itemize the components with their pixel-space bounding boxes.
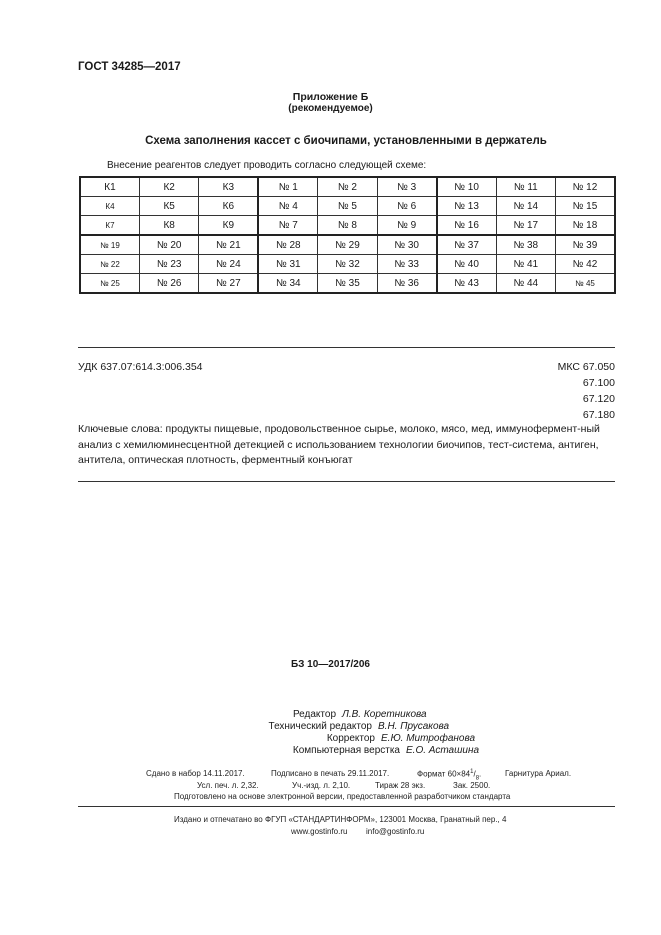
- section-divider: [78, 347, 615, 348]
- table-cell: № 44: [496, 274, 555, 294]
- print-prepared: Подготовлено на основе электронной версии, предоставленной разработчиком стандарта: [174, 792, 511, 801]
- table-cell: № 6: [377, 197, 436, 216]
- table-cell: № 30: [377, 235, 436, 255]
- print-date-signed: Подписано в печать 29.11.2017.: [271, 769, 390, 778]
- table-cell: № 21: [199, 235, 258, 255]
- table-row: [80, 235, 615, 255]
- table-row: [80, 177, 615, 197]
- print-edit-sheets: Уч.-изд. л. 2,10.: [292, 781, 351, 790]
- table-cell: № 32: [318, 255, 377, 274]
- table-cell: № 22: [80, 255, 139, 274]
- credit-role: Технический редактор: [268, 721, 372, 732]
- table-cell: № 2: [318, 177, 377, 197]
- bz-code: БЗ 10—2017/206: [291, 659, 370, 670]
- table-cell: № 38: [496, 235, 555, 255]
- table-cell: К9: [199, 216, 258, 236]
- scheme-title: Схема заполнения кассет с биочипами, установленными в держатель: [145, 135, 547, 147]
- table-cell: № 28: [258, 235, 317, 255]
- appendix-title: Приложение Б: [292, 91, 369, 103]
- credit-name: Л.В. Коретникова: [342, 709, 427, 720]
- table-row: [80, 216, 615, 236]
- table-cell: № 13: [437, 197, 496, 216]
- table-cell: № 37: [437, 235, 496, 255]
- table-cell: № 8: [318, 216, 377, 236]
- publisher-email: info@gostinfo.ru: [366, 827, 425, 836]
- table-cell: № 5: [318, 197, 377, 216]
- credit-name: В.Н. Прусакова: [378, 721, 450, 732]
- table-cell: № 7: [258, 216, 317, 236]
- table-cell: № 1: [258, 177, 317, 197]
- print-font: Гарнитура Ариал.: [505, 769, 572, 778]
- table-cell: К3: [199, 177, 258, 197]
- print-format-sub: 8: [475, 775, 480, 782]
- table-cell: № 31: [258, 255, 317, 274]
- table-row: [80, 274, 615, 294]
- table-cell: № 12: [556, 177, 616, 197]
- table-cell: № 18: [556, 216, 616, 236]
- table-cell: № 36: [377, 274, 436, 294]
- print-format: Формат $60\times 84^1/_8$.: [417, 769, 482, 782]
- table-cell: К1: [80, 177, 139, 197]
- print-date-set: Сдано в набор 14.11.2017.: [146, 769, 245, 778]
- table-cell: № 11: [496, 177, 555, 197]
- table-cell: № 45: [556, 274, 616, 294]
- table-row: [80, 197, 615, 216]
- mks-code: 67.120: [582, 393, 615, 405]
- publisher-site: www.gostinfo.ru: [291, 827, 348, 836]
- table-cell: № 42: [556, 255, 616, 274]
- table-cell: № 35: [318, 274, 377, 294]
- table-cell: № 4: [258, 197, 317, 216]
- section-divider: [78, 481, 615, 482]
- table-cell: № 34: [258, 274, 317, 294]
- table-cell: № 14: [496, 197, 555, 216]
- table-cell: № 26: [139, 274, 198, 294]
- table-cell: № 40: [437, 255, 496, 274]
- table-cell: № 10: [437, 177, 496, 197]
- table-cell: К7: [80, 216, 139, 236]
- credit-role: Редактор: [292, 709, 336, 720]
- table-cell: № 15: [556, 197, 616, 216]
- print-sheets: Усл. печ. л. 2,32.: [197, 781, 259, 790]
- keywords-paragraph: Ключевые слова: продукты пищевые, продовольственное сырье, молоко, мясо, мед, иммунофермент-ный анализ с хемилюминесцентной детекцией с использованием технологии биочипов, тест-система, антиген, антитела, оптическая плотность, ферментный конъюгат: [78, 423, 600, 466]
- cassette-scheme-table: [79, 176, 616, 294]
- table-cell: № 39: [556, 235, 616, 255]
- table-cell: № 9: [377, 216, 436, 236]
- table-cell: № 41: [496, 255, 555, 274]
- credit-name: Е.О. Асташина: [406, 745, 480, 756]
- table-cell: № 24: [199, 255, 258, 274]
- credit-name: Е.Ю. Митрофанова: [381, 733, 476, 744]
- publisher-address: Издано и отпечатано во ФГУП «СТАНДАРТИНФОРМ», 123001 Москва, Гранатный пер., 4: [174, 815, 507, 824]
- table-cell: № 43: [437, 274, 496, 294]
- table-cell: К4: [80, 197, 139, 216]
- appendix-status: (рекомендуемое): [288, 103, 373, 114]
- table-cell: № 20: [139, 235, 198, 255]
- table-row: [80, 255, 615, 274]
- print-order: Зак. 2500.: [453, 781, 491, 790]
- table-cell: К5: [139, 197, 198, 216]
- table-cell: № 16: [437, 216, 496, 236]
- table-cell: № 23: [139, 255, 198, 274]
- mks-code: 67.180: [582, 409, 615, 421]
- table-cell: № 27: [199, 274, 258, 294]
- mks-code: МКС 67.050: [557, 361, 615, 373]
- table-cell: № 33: [377, 255, 436, 274]
- table-cell: № 29: [318, 235, 377, 255]
- table-cell: № 3: [377, 177, 436, 197]
- table-cell: № 25: [80, 274, 139, 294]
- credit-role: Корректор: [326, 733, 375, 744]
- scheme-intro: Внесение реагентов следует проводить согласно следующей схеме:: [107, 160, 427, 171]
- print-format-text: Формат 60×84: [417, 769, 471, 779]
- table-cell: № 19: [80, 235, 139, 255]
- print-format-sup: 1: [470, 769, 474, 775]
- table-cell: К8: [139, 216, 198, 236]
- mks-code: 67.100: [582, 377, 615, 389]
- table-cell: К2: [139, 177, 198, 197]
- table-cell: К6: [199, 197, 258, 216]
- udk-code: УДК 637.07:614.3:006.354: [78, 361, 203, 373]
- credit-role: Компьютерная верстка: [292, 745, 400, 756]
- table-cell: № 17: [496, 216, 555, 236]
- print-run: Тираж 28 экз.: [375, 781, 426, 790]
- section-divider: [78, 806, 615, 807]
- document-header: ГОСТ 34285—2017: [78, 61, 181, 73]
